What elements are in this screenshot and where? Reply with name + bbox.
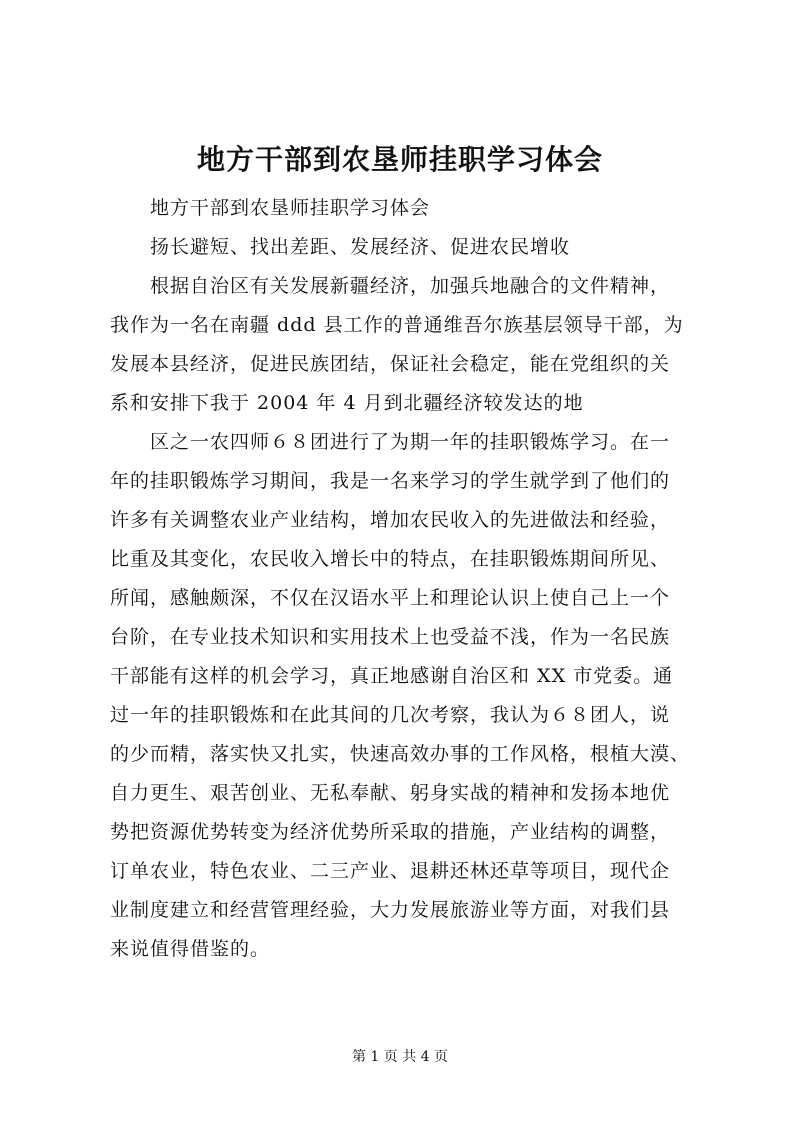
- document-title: 地方干部到农垦师挂职学习体会: [196, 143, 603, 176]
- paragraph-line: 系和安排下我于 2004 年 4 月到北疆经济较发达的地: [110, 392, 584, 414]
- paragraph-line: 年的挂职锻炼学习期间，我是一名来学习的学生就学到了他们的: [110, 470, 671, 492]
- paragraph-line: 所闻，感触颇深，不仅在汉语水平上和理论认识上使自己上一个: [110, 587, 671, 609]
- subtitle-line: 扬长避短、找出差距、发展经济、促进农民增收: [150, 236, 571, 258]
- paragraph-line: 来说值得借鉴的。: [110, 938, 271, 960]
- paragraph-line: 区之一农四师６８团进行了为期一年的挂职锻炼学习。在一: [150, 431, 671, 453]
- paragraph-line: 我作为一名在南疆 ddd 县工作的普通维吾尔族基层领导干部，为: [110, 314, 684, 336]
- page-number: 第 1 页 共 4 页: [351, 1049, 449, 1065]
- paragraph-line: 自力更生、艰苦创业、无私奉献、躬身实战的精神和发扬本地优: [110, 782, 671, 804]
- paragraph-line: 根据自治区有关发展新疆经济，加强兵地融合的文件精神，: [150, 275, 671, 297]
- paragraph-line: 台阶，在专业技术知识和实用技术上也受益不浅，作为一名民族: [110, 626, 671, 648]
- paragraph-line: 干部能有这样的机会学习，真正地感谢自治区和 XX 市党委。通: [110, 665, 674, 687]
- paragraph-line: 势把资源优势转变为经济优势所采取的措施，产业结构的调整，: [110, 821, 671, 843]
- paragraph-line: 的少而精，落实快又扎实，快速高效办事的工作风格，根植大漠、: [110, 743, 691, 765]
- paragraph-line: 比重及其变化，农民收入增长中的特点，在挂职锻炼期间所见、: [110, 548, 671, 570]
- paragraph-line: 过一年的挂职锻炼和在此其间的几次考察，我认为６８团人，说: [110, 704, 671, 726]
- paragraph-line: 订单农业，特色农业、二三产业、退耕还林还草等项目，现代企: [110, 860, 671, 882]
- paragraph-line: 发展本县经济，促进民族团结，保证社会稳定，能在党组织的关: [110, 353, 671, 375]
- paragraph-line: 许多有关调整农业产业结构，增加农民收入的先进做法和经验，: [110, 509, 671, 531]
- subtitle-line: 地方干部到农垦师挂职学习体会: [150, 197, 431, 219]
- paragraph-line: 业制度建立和经营管理经验，大力发展旅游业等方面，对我们县: [110, 899, 671, 921]
